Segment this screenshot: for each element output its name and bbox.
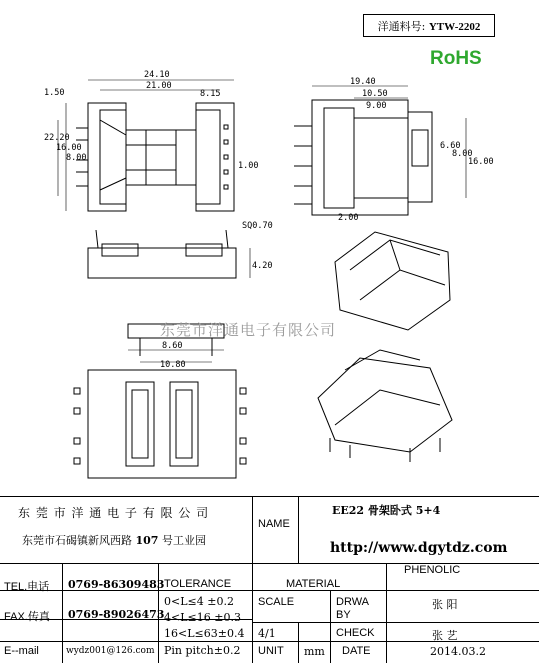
- front-view-body: [88, 248, 236, 278]
- check-label: CHECK: [336, 627, 375, 639]
- title-block: [0, 496, 539, 663]
- name-label: NAME: [258, 518, 290, 530]
- dim-side-h3: 16.00: [468, 157, 494, 167]
- dim-front-gap: 8.60: [162, 341, 183, 351]
- part-number-value: YTW-2202: [428, 21, 481, 33]
- company-name: 东 莞 市 洋 通 电 子 有 限 公 司: [18, 506, 210, 520]
- tel-value: 0769-86309483: [68, 578, 165, 591]
- watermark: 东莞市洋通电子有限公司: [160, 321, 337, 339]
- material-label: MATERIAL: [286, 578, 341, 590]
- dim-side-pin: 2.00: [338, 213, 359, 223]
- dim-pin-spacing: 1.00: [238, 161, 259, 171]
- email-label: E--mail: [4, 645, 39, 657]
- dim-top-width: 24.10: [144, 70, 170, 80]
- dim-side-h2: 8.00: [452, 149, 473, 159]
- dim-left-small: 1.50: [44, 88, 65, 98]
- date-value: 2014.03.2: [430, 645, 486, 658]
- scale-value: 4/1: [258, 627, 276, 640]
- dim-inner-width: 21.00: [146, 81, 172, 91]
- isometric-view-lower: [318, 358, 452, 452]
- tolerance-row-3: 16<L≤63±0.4: [164, 627, 245, 640]
- dim-height-total: 22.20: [44, 133, 70, 143]
- check-value: 张 艺: [432, 629, 458, 642]
- dim-side-inner: 10.50: [362, 89, 388, 99]
- tolerance-row-2: 4<L≤16 ±0.3: [164, 611, 241, 624]
- email-value[interactable]: wydz001@126.com: [66, 646, 155, 656]
- drawn-by-value: 张 阳: [432, 598, 458, 611]
- dim-side-width: 19.40: [350, 77, 376, 87]
- company-address: 东莞市石碣镇新风西路 107 号工业园: [22, 534, 206, 547]
- tolerance-label: TOLERANCE: [164, 578, 232, 590]
- part-number-label: 洋通料号:: [377, 20, 426, 33]
- dim-side-h1: 6.60: [440, 141, 461, 151]
- dim-front-width: 10.80: [160, 360, 186, 370]
- dim-height-mid: 16.00: [56, 143, 82, 153]
- unit-value: mm: [304, 645, 325, 658]
- tolerance-row-4: Pin pitch±0.2: [164, 644, 241, 657]
- date-label: DATE: [342, 645, 371, 657]
- website-link[interactable]: http://www.dgytdz.com: [330, 540, 508, 556]
- product-name: EE22 骨架卧式 5+4: [332, 504, 441, 517]
- tolerance-row-1: 0<L≤4 ±0.2: [164, 595, 234, 608]
- rohs-mark: RoHS: [430, 48, 482, 69]
- material-value: PHENOLIC: [404, 564, 461, 576]
- dim-right-offset: 8.15: [200, 89, 221, 99]
- fax-label: FAX.传真: [4, 611, 50, 623]
- dim-pin-square: SQ0.70: [242, 221, 273, 231]
- drawn-by-label: DRWA BY: [336, 596, 369, 621]
- dim-side-core: 9.00: [366, 101, 387, 111]
- tel-label: TEL.电话: [4, 581, 50, 593]
- scale-label: SCALE: [258, 596, 295, 608]
- unit-label: UNIT: [258, 645, 284, 657]
- dim-front-height: 4.20: [252, 261, 273, 271]
- dim-height-inner: 8.00: [66, 153, 87, 163]
- top-view-flange-left: [88, 103, 126, 211]
- bottom-view-body: [88, 370, 236, 478]
- fax-value: 0769-89026473: [68, 608, 165, 621]
